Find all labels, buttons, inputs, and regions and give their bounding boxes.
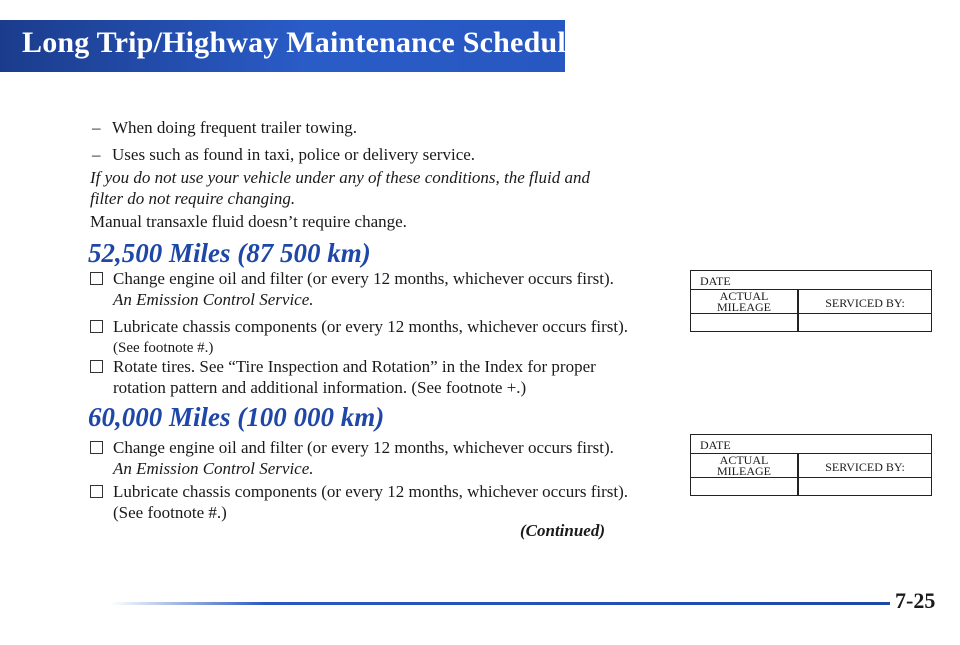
date-field[interactable] xyxy=(691,271,931,290)
serviced-by-label: SERVICED BY: xyxy=(825,296,905,310)
task-subline: (See footnote #.) xyxy=(113,340,214,356)
task-line: Lubricate chassis components (or every 12 months, whichever occurs first). xyxy=(113,317,629,336)
date-field[interactable] xyxy=(691,435,931,454)
page-number: 7-25 xyxy=(895,588,936,613)
section-heading: 60,000 Miles (100 000 km) xyxy=(88,402,385,432)
serviced-by-label: SERVICED BY: xyxy=(825,460,905,474)
footer-rule xyxy=(110,602,890,605)
task-subline: (See footnote #.) xyxy=(113,503,227,522)
service-record-box xyxy=(690,270,932,332)
section-heading: 52,500 Miles (87 500 km) xyxy=(88,238,371,268)
intro-dash-item: When doing frequent trailer towing. xyxy=(112,118,358,137)
task-line: Change engine oil and filter (or every 12 months, whichever occurs first). xyxy=(113,438,614,457)
task-line: Rotate tires. See “Tire Inspection and Rotation” in the Index for proper xyxy=(113,357,596,376)
continued-label: (Continued) xyxy=(520,521,606,540)
task-line: Lubricate chassis components (or every 12 months, whichever occurs first). xyxy=(113,482,629,501)
service-record-box xyxy=(690,434,932,496)
page-title: Long Trip/Highway Maintenance Schedule xyxy=(22,26,580,59)
dash-bullet: – xyxy=(92,118,101,137)
task-subline: An Emission Control Service. xyxy=(113,459,314,478)
date-label: DATE xyxy=(700,438,731,452)
intro-dash-item: Uses such as found in taxi, police or delivery service. xyxy=(112,145,476,164)
checkbox-icon[interactable] xyxy=(90,320,103,333)
checkbox-icon[interactable] xyxy=(90,441,103,454)
date-label: DATE xyxy=(700,274,731,288)
title-banner xyxy=(0,20,580,72)
actual-mileage-label: ACTUAL MILEAGE xyxy=(717,453,771,478)
manual-transaxle-note: Manual transaxle fluid doesn’t require change. xyxy=(90,212,407,231)
intro-italic-line: If you do not use your vehicle under any of these conditions, the fluid and xyxy=(90,168,590,187)
task-line: Change engine oil and filter (or every 12 months, whichever occurs first). xyxy=(113,269,614,288)
checkbox-icon[interactable] xyxy=(90,272,103,285)
actual-mileage-label: ACTUAL MILEAGE xyxy=(717,289,771,314)
checkbox-icon[interactable] xyxy=(90,360,103,373)
checkbox-icon[interactable] xyxy=(90,485,103,498)
task-subline: An Emission Control Service. xyxy=(113,290,314,309)
dash-bullet: – xyxy=(92,145,101,164)
task-subline: rotation pattern and additional information. (See footnote +.) xyxy=(113,378,527,397)
intro-italic-line: filter do not require changing. xyxy=(90,189,296,208)
